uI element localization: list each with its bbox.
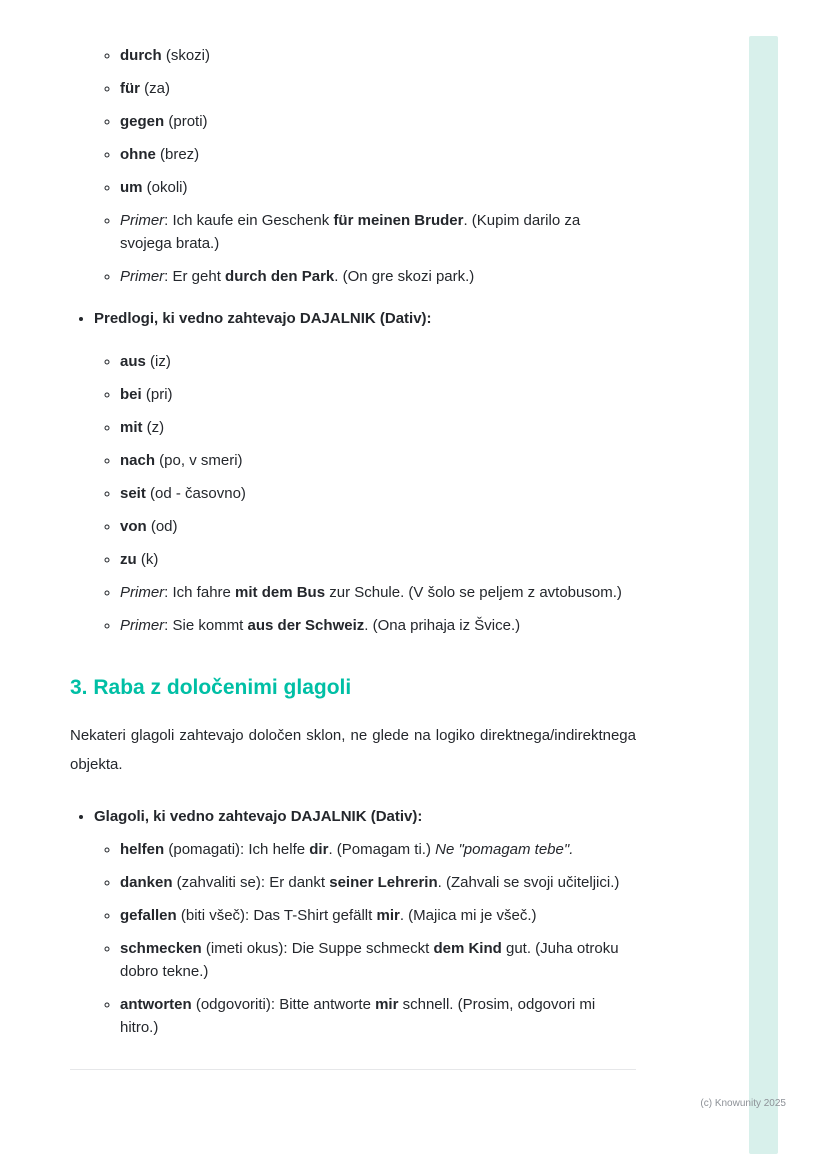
- text-run: aus: [120, 353, 146, 370]
- page-content: [70, 40, 636, 1070]
- list-item: [120, 44, 636, 67]
- text-run: : Er geht: [164, 268, 226, 285]
- text-run: ohne: [120, 146, 156, 163]
- text-run: . (Zahvali se svoji učiteljici.): [437, 874, 620, 891]
- text-run: Primer: [120, 584, 165, 601]
- intro-paragraph: Nekateri glagoli zahtevajo določen sklon, ne glede na logiko direktnega/indirektnega objekta.: [70, 727, 636, 773]
- list-item: [120, 350, 636, 373]
- text-run: (zahvaliti se): Er dankt: [172, 874, 330, 891]
- text-run: schmecken: [120, 940, 202, 957]
- list-item: [120, 515, 636, 538]
- text-run: schnell. (Prosim, odgovori mi hitro.): [120, 996, 596, 1036]
- list-item: [120, 838, 636, 861]
- text-run: Primer: [120, 212, 165, 229]
- text-run: seit: [120, 485, 146, 502]
- text-run: bei: [120, 386, 142, 403]
- text-run: (za): [140, 80, 170, 97]
- text-run: Predlogi, ki vedno zahtevajo DAJALNIK (Dativ):: [94, 310, 432, 327]
- text-run: (skozi): [161, 47, 211, 64]
- text-run: (od): [146, 518, 178, 535]
- text-run: Primer: [120, 617, 165, 634]
- list-item: [120, 383, 636, 406]
- text-run: . (Pomagam ti.): [328, 841, 436, 858]
- text-run: Ne "pomagam tebe".: [435, 841, 574, 858]
- text-run: durch: [120, 47, 162, 64]
- section-heading: 3. Raba z določenimi glagoli: [70, 676, 352, 699]
- list-item: [120, 416, 636, 439]
- text-run: (proti): [164, 113, 208, 130]
- text-run: (odgovoriti): Bitte antworte: [191, 996, 376, 1013]
- text-run: Glagoli, ki vedno zahtevajo DAJALNIK (Dativ):: [94, 808, 423, 825]
- list-item: [120, 548, 636, 571]
- text-run: : Ich kaufe ein Geschenk: [164, 212, 334, 229]
- list-item: [120, 482, 636, 505]
- text-run: . (Majica mi je všeč.): [399, 907, 537, 924]
- list-item: [120, 871, 636, 894]
- text-run: zu: [120, 551, 137, 568]
- text-run: (z): [142, 419, 165, 436]
- decorative-side-stripe: [749, 36, 778, 1154]
- text-run: mit dem Bus: [235, 584, 326, 601]
- text-run: danken: [120, 874, 173, 891]
- text-run: gefallen: [120, 907, 177, 924]
- text-run: (k): [136, 551, 159, 568]
- text-run: von: [120, 518, 147, 535]
- list-item: [120, 937, 636, 983]
- list-item: [94, 805, 636, 1039]
- text-run: . (On gre skozi park.): [334, 268, 475, 285]
- text-run: gegen: [120, 113, 165, 130]
- text-run: mir: [375, 996, 399, 1013]
- text-run: (biti všeč): Das T-Shirt gefällt: [176, 907, 377, 924]
- list-item: [94, 307, 636, 637]
- list-item: [120, 176, 636, 199]
- footer-divider: [70, 1069, 636, 1070]
- text-run: (brez): [155, 146, 200, 163]
- text-run: (od - časovno): [145, 485, 246, 502]
- text-run: . (Ona prihaja iz Švice.): [364, 617, 521, 634]
- text-run: (imeti okus): Die Suppe schmeckt: [201, 940, 434, 957]
- text-run: dem Kind: [433, 940, 502, 957]
- text-run: mir: [376, 907, 400, 924]
- list-item-text: [94, 310, 432, 327]
- text-run: dir: [309, 841, 329, 858]
- text-run: (pomagati): Ich helfe: [164, 841, 310, 858]
- text-run: durch den Park: [225, 268, 335, 285]
- text-run: aus der Schweiz: [247, 617, 365, 634]
- text-run: gut. (Juha otroku dobro tekne.): [120, 940, 619, 980]
- text-run: für meinen Bruder: [333, 212, 464, 229]
- text-run: nach: [120, 452, 156, 469]
- text-run: : Ich fahre: [164, 584, 236, 601]
- text-run: (okoli): [142, 179, 188, 196]
- dativ-verbs-bullet: [70, 805, 636, 1039]
- text-run: um: [120, 179, 143, 196]
- list-item: [120, 581, 636, 604]
- akkusativ-prepositions-sublist: [94, 44, 636, 288]
- copyright-text: (c) Knowunity 2025: [700, 1098, 786, 1109]
- list-item: [120, 110, 636, 133]
- text-run: zur Schule. (V šolo se peljem z avtobusom.): [325, 584, 622, 601]
- text-run: (po, v smeri): [155, 452, 243, 469]
- list-item: [120, 904, 636, 927]
- list-item: [120, 993, 636, 1039]
- text-run: mit: [120, 419, 143, 436]
- text-run: : Sie kommt: [164, 617, 248, 634]
- text-run: Primer: [120, 268, 165, 285]
- dativ-prepositions-sublist: [94, 350, 636, 637]
- text-run: antworten: [120, 996, 192, 1013]
- text-run: für: [120, 80, 140, 97]
- list-item: [120, 143, 636, 166]
- dativ-verbs-sublist: [94, 838, 636, 1039]
- list-item: [120, 449, 636, 472]
- list-item: [120, 209, 636, 255]
- list-item: [120, 614, 636, 637]
- dativ-prepositions-bullet: [70, 307, 636, 637]
- list-item: [120, 265, 636, 288]
- text-run: helfen: [120, 841, 165, 858]
- list-item-text: [94, 808, 422, 825]
- text-run: (iz): [145, 353, 171, 370]
- text-run: seiner Lehrerin: [329, 874, 438, 891]
- text-run: (pri): [141, 386, 173, 403]
- text-run: . (Kupim darilo za svojega brata.): [120, 212, 581, 252]
- list-item: [120, 77, 636, 100]
